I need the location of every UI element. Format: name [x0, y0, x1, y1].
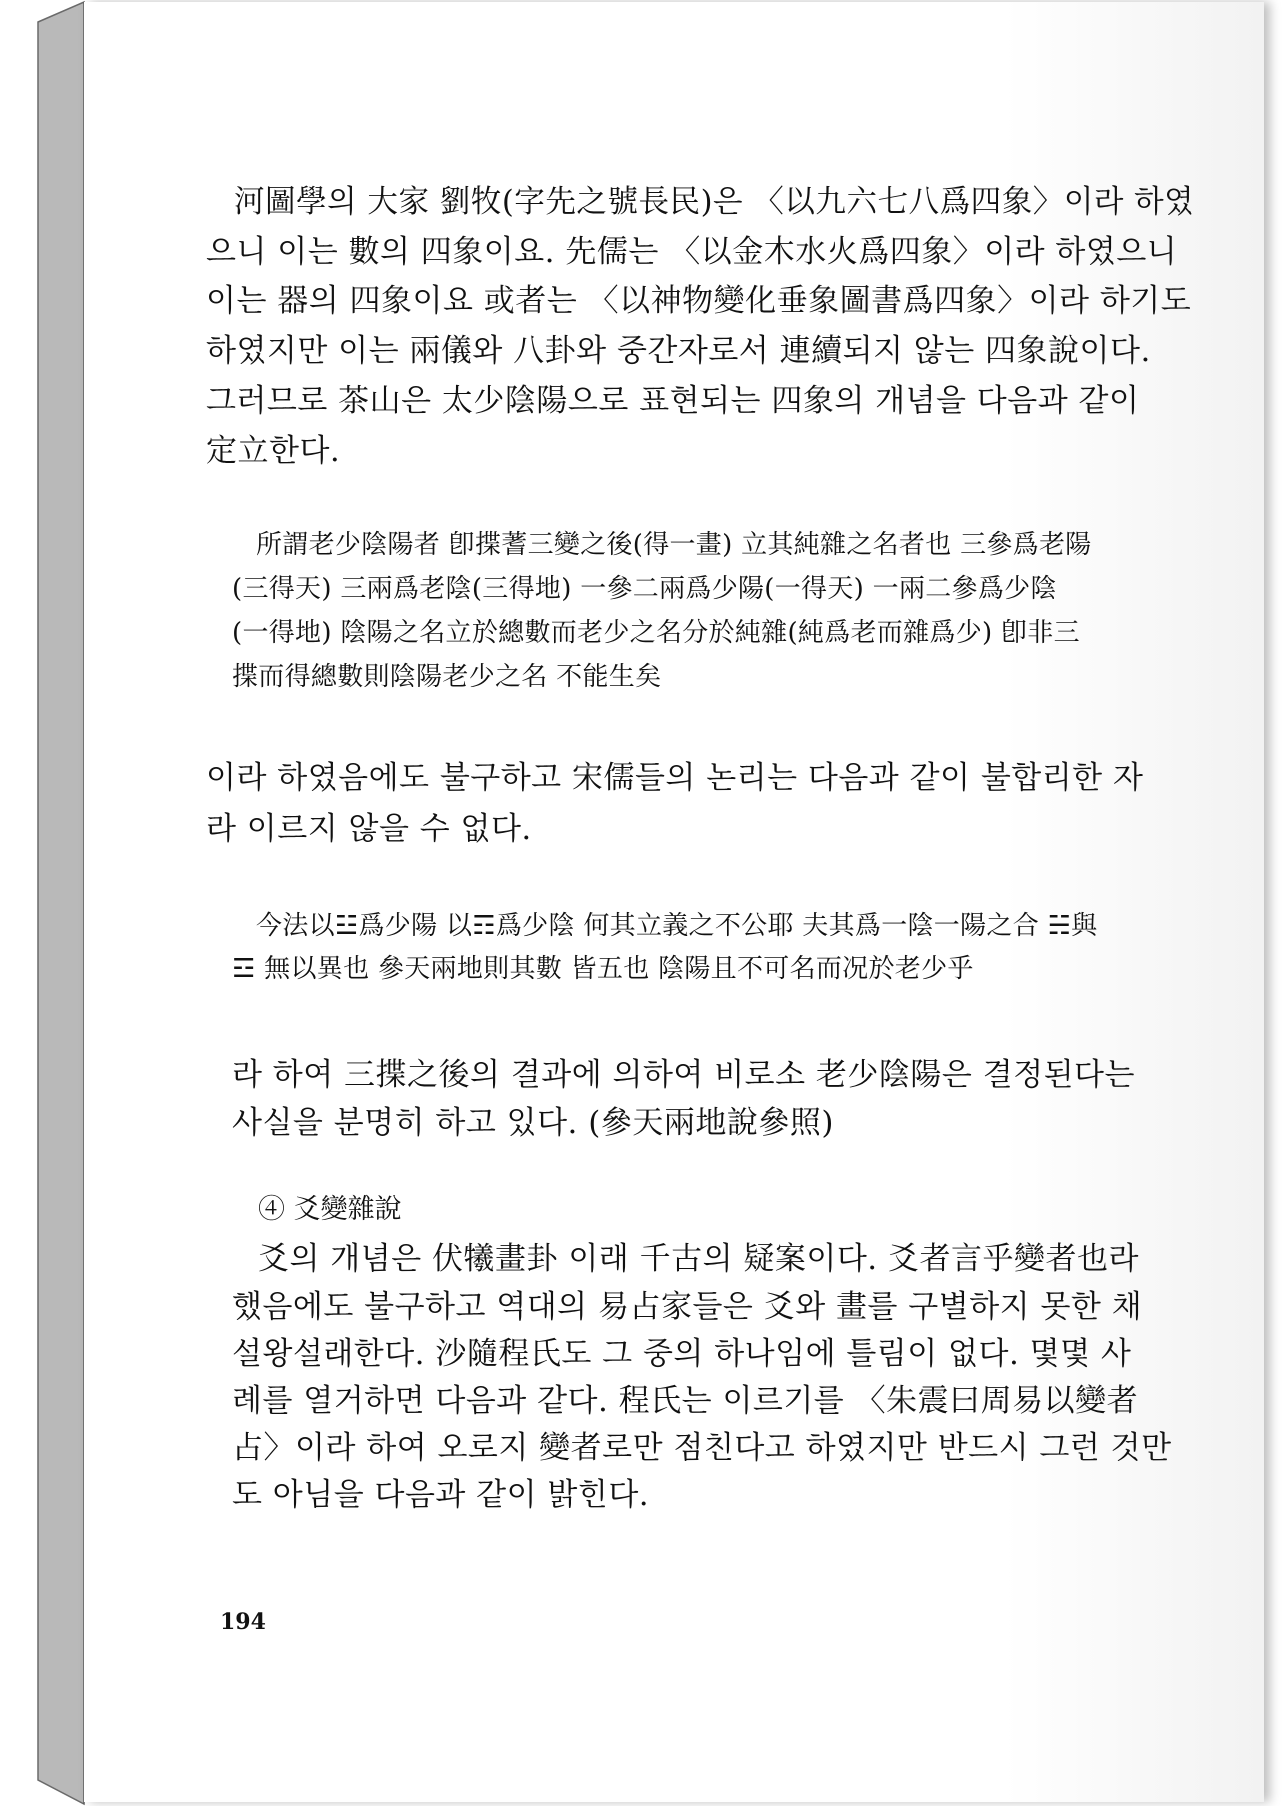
paragraph-4-line-4: 례를 열거하면 다음과 같다. 程氏는 이르기를 〈朱震曰周易以變者 [232, 1383, 1139, 1419]
page-surface [84, 2, 1264, 1802]
paragraph-2-line-1: 이라 하였음에도 불구하고 宋儒들의 논리는 다음과 같이 불합리한 자 [206, 760, 1144, 796]
paragraph-1-line-3: 이는 器의 四象이요 或者는 〈以神物變化垂象圖書爲四象〉이라 하기도 [206, 283, 1192, 319]
paragraph-1-line-1: 河圖學의 大家 劉牧(字先之號長民)은 〈以九六七八爲四象〉이라 하였 [234, 184, 1195, 220]
paragraph-3-line-1: 라 하여 三揲之後의 결과에 의하여 비로소 老少陰陽은 결정된다는 [232, 1057, 1135, 1093]
quote-2-line-2: ☲ 無以異也 參天兩地則其數 皆五也 陰陽且不可名而况於老少乎 [232, 954, 974, 984]
paragraph-4-line-3: 설왕설래한다. 沙隨程氏도 그 중의 하나임에 틀림이 없다. 몇몇 사 [232, 1336, 1132, 1372]
paragraph-4-line-5: 占〉이라 하여 오로지 變者로만 점친다고 하였지만 반드시 그런 것만 [232, 1430, 1172, 1466]
paragraph-1-line-6: 定立한다. [206, 433, 341, 469]
quote-1-line-1: 所謂老少陰陽者 卽揲蓍三變之後(得一畫) 立其純雜之名者也 三參爲老陽 [256, 530, 1092, 560]
quote-2-line-1: 今法以☳爲少陽 以☶爲少陰 何其立義之不公耶 夫其爲一陰一陽之合 ☵與 [256, 911, 1098, 941]
section-heading: ④ 爻變雜說 [258, 1194, 402, 1225]
quote-1-line-2: (三得天) 三兩爲老陰(三得地) 一參二兩爲少陽(一得天) 一兩二參爲少陰 [232, 574, 1057, 604]
paragraph-2-line-2: 라 이르지 않을 수 없다. [206, 811, 532, 847]
paragraph-3-line-2: 사실을 분명히 하고 있다. (參天兩地說參照) [232, 1105, 834, 1141]
paragraph-1-line-2: 으니 이는 數의 四象이요. 先儒는 〈以金木水火爲四象〉이라 하였으니 [206, 234, 1178, 270]
book-page [84, 2, 1264, 1802]
quote-1-line-3: (一得地) 陰陽之名立於總數而老少之名分於純雜(純爲老而雜爲少) 卽非三 [232, 618, 1080, 648]
paragraph-1-line-5: 그러므로 茶山은 太少陰陽으로 표현되는 四象의 개념을 다음과 같이 [206, 383, 1140, 419]
paragraph-4-line-1: 爻의 개념은 伏犧畫卦 이래 千古의 疑案이다. 爻者言乎變者也라 [258, 1241, 1139, 1277]
paragraph-4-line-6: 도 아님을 다음과 같이 밝힌다. [232, 1477, 650, 1513]
paragraph-1-line-4: 하였지만 이는 兩儀와 八卦와 중간자로서 連續되지 않는 四象說이다. [206, 333, 1151, 369]
paragraph-4-line-2: 했음에도 불구하고 역대의 易占家들은 爻와 畫를 구별하지 못한 채 [232, 1289, 1143, 1325]
page-number: 194 [220, 1609, 266, 1635]
quote-1-line-4: 揲而得總數則陰陽老少之名 不能生矣 [232, 662, 662, 692]
